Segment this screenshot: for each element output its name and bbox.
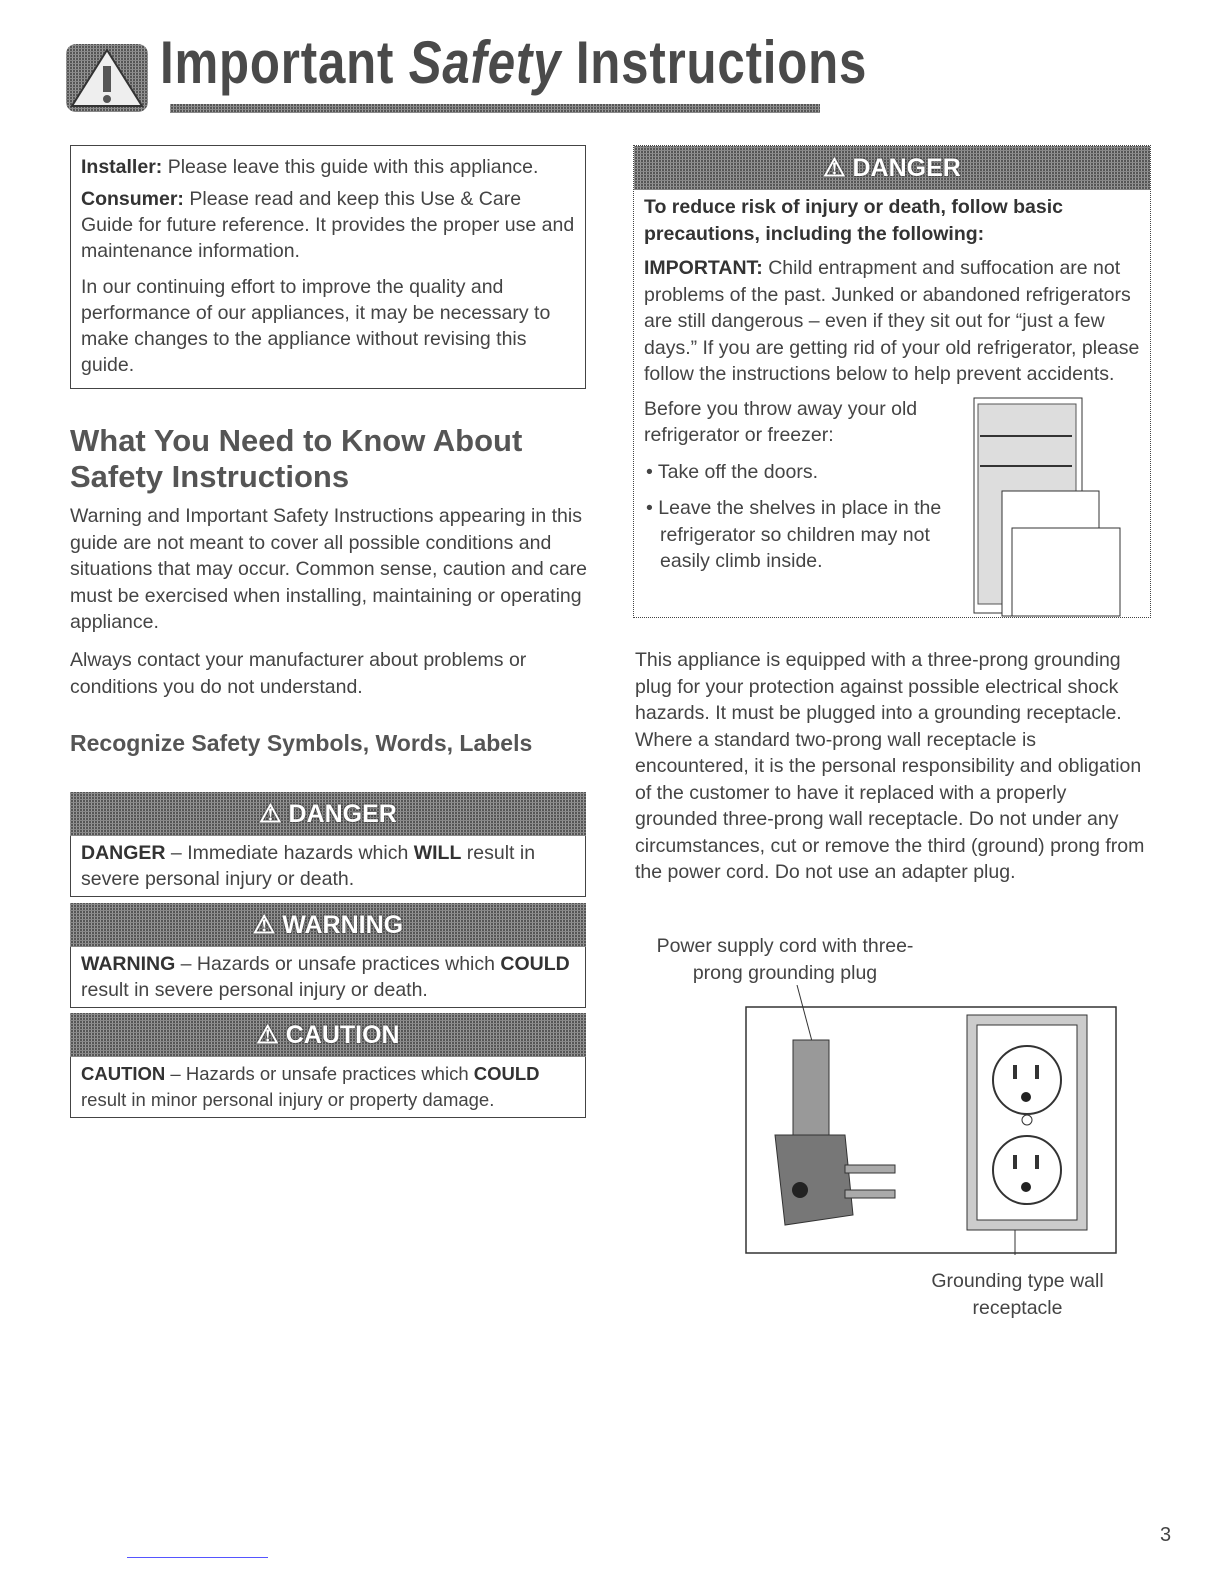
section-paragraph: Warning and Important Safety Instructions appearing in this guide are not meant to cover all possible conditions and situations that may occur. Common sense, caution and care must be exercised when installing, maintaining or operating appliance. bbox=[70, 505, 588, 633]
caution-label: ⚠ CAUTION CAUTION – Hazards or unsafe practices which COULD result in minor personal injury or property damage. bbox=[70, 1013, 586, 1118]
danger-box: ⚠ DANGER To reduce risk of injury or death, follow basic precautions, including the following: IMPORTANT: Child entrapment and suffocation are not problems of the past. Junked or abandoned refrigerators are still dangerous – even if they sit out for “just a few days.” If you are getting rid of your old refrigerator, please follow the instructions below to help prevent accidents. Before you throw away your old refrigerator or freezer: • Take off the doors. • Leave the shelves in place in the refrigerator so children may not easily climb inside. bbox=[633, 145, 1151, 618]
cord-caption: Power supply cord with three-prong grounding plug bbox=[656, 935, 914, 984]
section-paragraph: Always contact your manufacturer about problems or conditions you do not understand. bbox=[70, 649, 527, 698]
danger-bar: ⚠ DANGER bbox=[634, 146, 1150, 190]
list-item: • Leave the shelves in place in the refrigerator so children may not easily climb inside. bbox=[646, 497, 942, 572]
page-number: 3 bbox=[1160, 1524, 1172, 1546]
intro-box: Installer: Please leave this guide with this appliance. Consumer: Please read and keep this Use & Care Guide for future reference. It provides the proper use and maintenance information. In our continuing effort to improve the quality and performance of our appliances, it may be necessary to make changes to the appliance without revising this guide. bbox=[70, 145, 586, 389]
receptacle-caption: Grounding type wall receptacle bbox=[931, 1270, 1104, 1319]
title-underline bbox=[170, 104, 820, 113]
warning-label: ⚠ WARNING WARNING – Hazards or unsafe practices which COULD result in severe personal injury or death. bbox=[70, 903, 586, 1008]
refrigerator-illustration bbox=[972, 396, 1122, 618]
danger-bar: ⚠ DANGER bbox=[70, 792, 586, 836]
plug-and-receptacle-illustration bbox=[745, 985, 1120, 1255]
danger-label: ⚠ DANGER DANGER – Immediate hazards which WILL result in severe personal injury or death. bbox=[70, 792, 586, 897]
footer-line bbox=[127, 1557, 268, 1558]
grounding-paragraph: This appliance is equipped with a three-prong grounding plug for your protection against possible electrical shock hazards. It must be plugged into a grounding receptacle. Where a standard two-prong wall receptacle is encountered, it is the personal responsibility and obligation of the customer to have it replaced with a properly grounded three-prong wall receptacle. Do not under any circumstances, cut or remove the third (ground) prong from the power cord. Do not use an adapter plug. bbox=[635, 649, 1145, 883]
section-heading: What You Need to Know About Safety Instructions bbox=[70, 423, 523, 494]
danger-lead: To reduce risk of injury or death, follow basic precautions, including the following: bbox=[644, 196, 1063, 245]
warning-bar: ⚠ WARNING bbox=[70, 903, 586, 947]
subheading: Recognize Safety Symbols, Words, Labels bbox=[70, 730, 533, 756]
caution-bar: ⚠ CAUTION bbox=[70, 1013, 586, 1057]
page-title: Important Safety Instructions bbox=[160, 29, 868, 96]
list-item: • Take off the doors. bbox=[646, 460, 818, 483]
warning-triangle-icon bbox=[66, 44, 148, 112]
